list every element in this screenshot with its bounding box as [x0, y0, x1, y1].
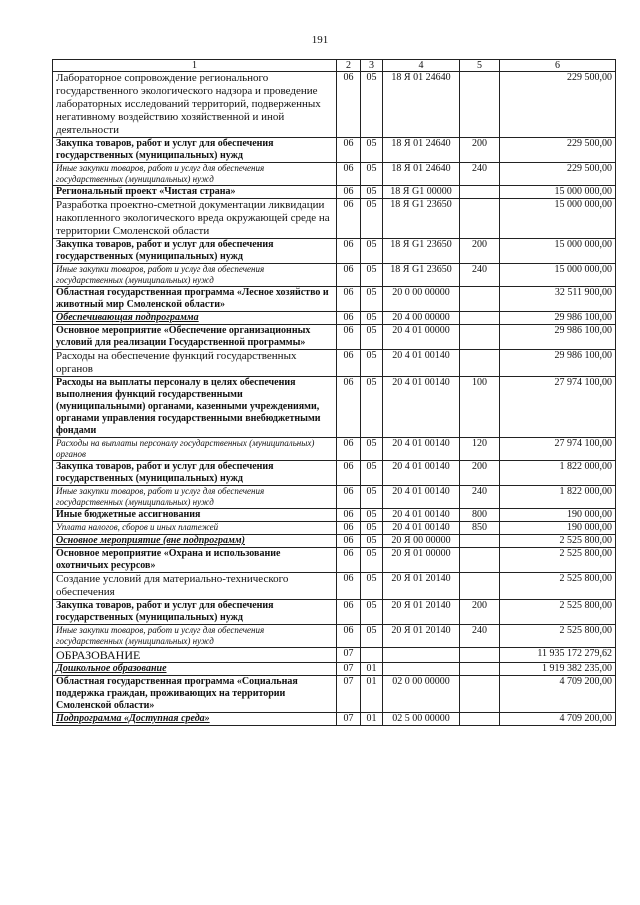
row-amount-cell: 2 525 800,00: [500, 548, 616, 573]
table-row: [53, 461, 616, 486]
row-amount-cell: 2 525 800,00: [500, 573, 616, 600]
row-expense-type-cell: 240: [460, 264, 500, 287]
row-subsection-cell: 01: [361, 713, 383, 726]
row-amount-cell: 29 986 100,00: [500, 350, 616, 377]
row-amount-cell: 229 500,00: [500, 163, 616, 186]
row-section-cell: 06: [337, 350, 361, 377]
row-subsection-cell: 05: [361, 312, 383, 325]
row-expense-type-cell: 200: [460, 461, 500, 486]
row-subsection-cell: 05: [361, 573, 383, 600]
row-amount-cell: 2 525 800,00: [500, 535, 616, 548]
row-expense-type-cell: 850: [460, 522, 500, 535]
row-section-cell: 06: [337, 438, 361, 461]
table-row: [53, 573, 616, 600]
row-expense-type-cell: 240: [460, 625, 500, 648]
row-expense-type-cell: [460, 287, 500, 312]
row-amount-cell: 4 709 200,00: [500, 676, 616, 713]
table-row: [53, 663, 616, 676]
row-target-article-cell: 20 4 01 00140: [383, 377, 460, 438]
row-section-cell: 07: [337, 713, 361, 726]
row-target-article-cell: 20 4 01 00000: [383, 325, 460, 350]
row-expense-type-cell: [460, 312, 500, 325]
row-section-cell: 06: [337, 486, 361, 509]
row-name-cell: Закупка товаров, работ и услуг для обеспечения государственных (муниципальных) нужд: [53, 461, 337, 486]
row-target-article-cell: 02 0 00 00000: [383, 676, 460, 713]
row-name-cell: Основное мероприятие «Охрана и использование охотничьих ресурсов»: [53, 548, 337, 573]
row-amount-cell: 29 986 100,00: [500, 325, 616, 350]
row-target-article-cell: [383, 648, 460, 663]
row-target-article-cell: 20 0 00 00000: [383, 287, 460, 312]
row-name-cell: Региональный проект «Чистая страна»: [53, 186, 337, 199]
row-target-article-cell: 18 Я 01 24640: [383, 163, 460, 186]
row-amount-cell: 29 986 100,00: [500, 312, 616, 325]
table-row: [53, 377, 616, 438]
row-subsection-cell: 05: [361, 438, 383, 461]
row-expense-type-cell: 240: [460, 163, 500, 186]
row-expense-type-cell: [460, 350, 500, 377]
row-section-cell: 06: [337, 312, 361, 325]
row-subsection-cell: 05: [361, 350, 383, 377]
row-amount-cell: 190 000,00: [500, 522, 616, 535]
row-amount-cell: 27 974 100,00: [500, 377, 616, 438]
row-subsection-cell: 05: [361, 239, 383, 264]
row-name-cell: Иные закупки товаров, работ и услуг для обеспечения государственных (муниципальных) нужд: [53, 625, 337, 648]
row-subsection-cell: 05: [361, 325, 383, 350]
row-target-article-cell: 18 Я G1 00000: [383, 186, 460, 199]
row-section-cell: 06: [337, 509, 361, 522]
row-subsection-cell: 01: [361, 663, 383, 676]
budget-table: [52, 59, 616, 726]
row-expense-type-cell: [460, 676, 500, 713]
row-name-cell: ОБРАЗОВАНИЕ: [53, 648, 337, 663]
row-target-article-cell: 20 4 00 00000: [383, 312, 460, 325]
row-section-cell: 06: [337, 138, 361, 163]
row-target-article-cell: 18 Я G1 23650: [383, 239, 460, 264]
table-row: [53, 72, 616, 138]
row-amount-cell: 15 000 000,00: [500, 264, 616, 287]
row-amount-cell: 32 511 900,00: [500, 287, 616, 312]
row-section-cell: 06: [337, 377, 361, 438]
table-row: [53, 264, 616, 287]
row-section-cell: 06: [337, 522, 361, 535]
row-expense-type-cell: [460, 199, 500, 239]
row-name-cell: Разработка проектно-сметной документации ликвидации накопленного экологического вреда окружающей среде на территории Смоленской области: [53, 199, 337, 239]
row-name-cell: Иные бюджетные ассигнования: [53, 509, 337, 522]
row-subsection-cell: 05: [361, 509, 383, 522]
row-subsection-cell: 05: [361, 163, 383, 186]
row-amount-cell: 190 000,00: [500, 509, 616, 522]
table-row: [53, 713, 616, 726]
row-expense-type-cell: [460, 663, 500, 676]
row-amount-cell: 15 000 000,00: [500, 239, 616, 264]
row-amount-cell: 11 935 172 279,62: [500, 648, 616, 663]
table-row: [53, 676, 616, 713]
row-section-cell: 06: [337, 163, 361, 186]
row-expense-type-cell: [460, 713, 500, 726]
table-row: [53, 138, 616, 163]
col-header-6: 6: [500, 60, 616, 72]
row-expense-type-cell: [460, 535, 500, 548]
row-target-article-cell: 20 Я 01 20140: [383, 625, 460, 648]
row-subsection-cell: 05: [361, 72, 383, 138]
row-subsection-cell: 05: [361, 600, 383, 625]
row-target-article-cell: 18 Я 01 24640: [383, 138, 460, 163]
row-subsection-cell: 05: [361, 625, 383, 648]
row-subsection-cell: 05: [361, 264, 383, 287]
row-subsection-cell: 05: [361, 548, 383, 573]
row-section-cell: 06: [337, 186, 361, 199]
row-subsection-cell: 05: [361, 186, 383, 199]
row-name-cell: Закупка товаров, работ и услуг для обеспечения государственных (муниципальных) нужд: [53, 600, 337, 625]
table-row: [53, 186, 616, 199]
row-section-cell: 06: [337, 287, 361, 312]
row-target-article-cell: 18 Я G1 23650: [383, 199, 460, 239]
row-section-cell: 06: [337, 325, 361, 350]
table-row: [53, 535, 616, 548]
row-name-cell: Подпрограмма «Доступная среда»: [53, 713, 337, 726]
table-row: [53, 312, 616, 325]
col-header-4: 4: [383, 60, 460, 72]
header-row: [53, 60, 616, 72]
row-expense-type-cell: 200: [460, 239, 500, 264]
table-row: [53, 509, 616, 522]
row-name-cell: Основное мероприятие «Обеспечение организационных условий для реализации Государственной программы»: [53, 325, 337, 350]
table-row: [53, 325, 616, 350]
row-expense-type-cell: [460, 648, 500, 663]
row-name-cell: Закупка товаров, работ и услуг для обеспечения государственных (муниципальных) нужд: [53, 239, 337, 264]
row-target-article-cell: 20 Я 00 00000: [383, 535, 460, 548]
row-subsection-cell: 01: [361, 676, 383, 713]
row-target-article-cell: 18 Я 01 24640: [383, 72, 460, 138]
row-subsection-cell: [361, 648, 383, 663]
row-section-cell: 06: [337, 461, 361, 486]
table-row: [53, 625, 616, 648]
row-expense-type-cell: [460, 72, 500, 138]
row-subsection-cell: 05: [361, 535, 383, 548]
row-target-article-cell: 20 Я 01 20140: [383, 573, 460, 600]
row-target-article-cell: 20 4 01 00140: [383, 522, 460, 535]
row-subsection-cell: 05: [361, 486, 383, 509]
row-subsection-cell: 05: [361, 199, 383, 239]
table-row: [53, 600, 616, 625]
table-row: [53, 350, 616, 377]
row-amount-cell: 229 500,00: [500, 138, 616, 163]
row-target-article-cell: 20 4 01 00140: [383, 509, 460, 522]
row-name-cell: Лабораторное сопровождение регионального государственного экологического надзора и проведение лабораторных исследований территорий, подверженных негативному воздействию хозяйственной и иной деятельности: [53, 72, 337, 138]
col-header-1: 1: [53, 60, 337, 72]
row-section-cell: 06: [337, 600, 361, 625]
row-section-cell: 06: [337, 625, 361, 648]
row-name-cell: Создание условий для материально-технического обеспечения: [53, 573, 337, 600]
table-row: [53, 438, 616, 461]
row-section-cell: 06: [337, 239, 361, 264]
row-section-cell: 07: [337, 648, 361, 663]
row-expense-type-cell: 200: [460, 600, 500, 625]
table-row: [53, 199, 616, 239]
table-row: [53, 522, 616, 535]
row-expense-type-cell: 100: [460, 377, 500, 438]
table-row: [53, 239, 616, 264]
row-target-article-cell: [383, 663, 460, 676]
row-section-cell: 06: [337, 72, 361, 138]
row-section-cell: 07: [337, 663, 361, 676]
row-expense-type-cell: [460, 573, 500, 600]
row-amount-cell: 2 525 800,00: [500, 600, 616, 625]
row-section-cell: 06: [337, 199, 361, 239]
row-target-article-cell: 20 4 01 00140: [383, 438, 460, 461]
row-target-article-cell: 18 Я G1 23650: [383, 264, 460, 287]
row-target-article-cell: 20 Я 01 20140: [383, 600, 460, 625]
row-expense-type-cell: [460, 186, 500, 199]
row-section-cell: 06: [337, 535, 361, 548]
col-header-5: 5: [460, 60, 500, 72]
row-expense-type-cell: [460, 548, 500, 573]
col-header-3: 3: [361, 60, 383, 72]
row-expense-type-cell: [460, 325, 500, 350]
row-name-cell: Областная государственная программа «Лесное хозяйство и животный мир Смоленской области»: [53, 287, 337, 312]
row-amount-cell: 27 974 100,00: [500, 438, 616, 461]
row-target-article-cell: 20 4 01 00140: [383, 486, 460, 509]
row-target-article-cell: 20 4 01 00140: [383, 350, 460, 377]
row-name-cell: Иные закупки товаров, работ и услуг для обеспечения государственных (муниципальных) нужд: [53, 163, 337, 186]
row-name-cell: Иные закупки товаров, работ и услуг для обеспечения государственных (муниципальных) нужд: [53, 486, 337, 509]
row-subsection-cell: 05: [361, 287, 383, 312]
row-section-cell: 06: [337, 573, 361, 600]
row-section-cell: 07: [337, 676, 361, 713]
row-name-cell: Обеспечивающая подпрограмма: [53, 312, 337, 325]
row-subsection-cell: 05: [361, 522, 383, 535]
row-expense-type-cell: 240: [460, 486, 500, 509]
row-name-cell: Расходы на обеспечение функций государственных органов: [53, 350, 337, 377]
table-row: [53, 287, 616, 312]
table-row: [53, 648, 616, 663]
row-amount-cell: 4 709 200,00: [500, 713, 616, 726]
row-subsection-cell: 05: [361, 461, 383, 486]
row-amount-cell: 15 000 000,00: [500, 186, 616, 199]
row-amount-cell: 15 000 000,00: [500, 199, 616, 239]
row-name-cell: Областная государственная программа «Социальная поддержка граждан, проживающих на территории Смоленской области»: [53, 676, 337, 713]
table-row: [53, 486, 616, 509]
table-row: [53, 548, 616, 573]
table-row: [53, 163, 616, 186]
row-amount-cell: 229 500,00: [500, 72, 616, 138]
row-name-cell: Закупка товаров, работ и услуг для обеспечения государственных (муниципальных) нужд: [53, 138, 337, 163]
row-target-article-cell: 20 Я 01 00000: [383, 548, 460, 573]
page-number: 191: [311, 34, 329, 46]
row-name-cell: Расходы на выплаты персоналу в целях обеспечения выполнения функций государственными (муниципальными) органами, казенными учреждениями, органами управления государственными внебюджетными фондами: [53, 377, 337, 438]
row-amount-cell: 1 822 000,00: [500, 486, 616, 509]
row-target-article-cell: 02 5 00 00000: [383, 713, 460, 726]
row-expense-type-cell: 200: [460, 138, 500, 163]
row-name-cell: Основное мероприятие (вне подпрограмм): [53, 535, 337, 548]
row-expense-type-cell: 800: [460, 509, 500, 522]
row-name-cell: Дошкольное образование: [53, 663, 337, 676]
row-section-cell: 06: [337, 264, 361, 287]
col-header-2: 2: [337, 60, 361, 72]
row-amount-cell: 2 525 800,00: [500, 625, 616, 648]
row-amount-cell: 1 822 000,00: [500, 461, 616, 486]
row-name-cell: Расходы на выплаты персоналу государственных (муниципальных) органов: [53, 438, 337, 461]
row-subsection-cell: 05: [361, 138, 383, 163]
row-expense-type-cell: 120: [460, 438, 500, 461]
row-name-cell: Иные закупки товаров, работ и услуг для обеспечения государственных (муниципальных) нужд: [53, 264, 337, 287]
row-amount-cell: 1 919 382 235,00: [500, 663, 616, 676]
row-section-cell: 06: [337, 548, 361, 573]
row-name-cell: Уплата налогов, сборов и иных платежей: [53, 522, 337, 535]
row-target-article-cell: 20 4 01 00140: [383, 461, 460, 486]
row-subsection-cell: 05: [361, 377, 383, 438]
